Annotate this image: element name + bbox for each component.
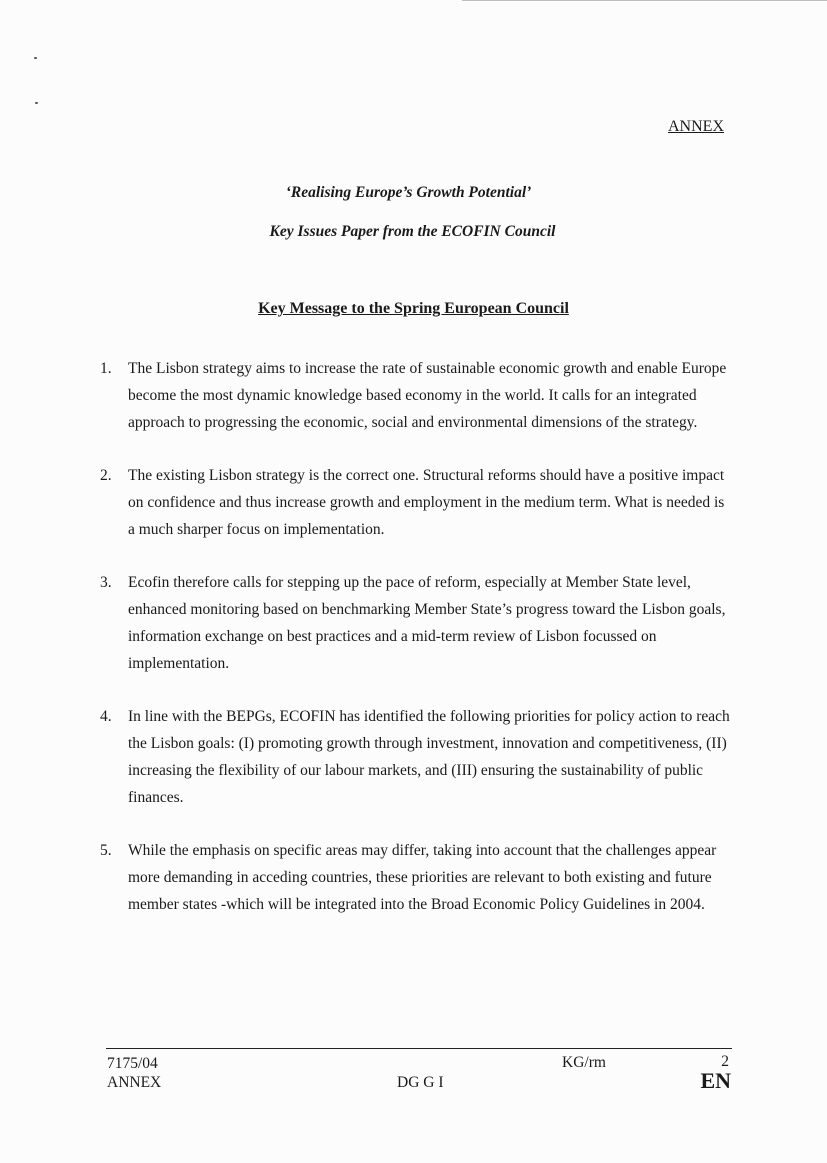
paragraph-item [100, 355, 732, 436]
section-heading: Key Message to the Spring European Council [258, 300, 569, 317]
scan-speck [34, 57, 37, 59]
paragraph-text: The Lisbon strategy aims to increase the rate of sustainable economic growth and enable Europe become the most dynamic knowledge based economy in the world. It calls for an integrated approach to progressing the economic, social and environmental dimensions of the strategy. [128, 360, 727, 431]
paragraph-item [100, 462, 732, 543]
paragraph-text: While the emphasis on specific areas may differ, taking into account that the challenges appear more demanding in acceding countries, these priorities are relevant to both existing and future member states -which will be integrated into the Broad Economic Policy Guidelines in 2004. [128, 842, 717, 913]
paragraph-text: The existing Lisbon strategy is the correct one. Structural reforms should have a positive impact on confidence and thus increase growth and employment in the medium term. What is needed is a much sharper focus on implementation. [128, 467, 725, 538]
paragraph-number: 5. [100, 842, 112, 859]
paragraph-number: 4. [100, 708, 112, 725]
paragraph-text: In line with the BEPGs, ECOFIN has identified the following priorities for policy action to reach the Lisbon goals: (I) promoting growth through investment, innovation and competitiveness, (II) increasing the flexibility of our labour markets, and (III) ensuring the sustainability of public finances. [128, 708, 730, 806]
paragraph-item [100, 703, 732, 811]
paragraph-text: Ecofin therefore calls for stepping up the pace of reform, especially at Member State level, enhanced monitoring based on benchmarking Member State’s progress toward the Lisbon goals, information exchange on best practices and a mid-term review of Lisbon focussed on implementation. [128, 574, 726, 672]
footer-document-number: 7175/04 [107, 1055, 158, 1072]
paragraph-number: 1. [100, 360, 112, 377]
footer-divider [106, 1048, 732, 1049]
paragraph-number: 3. [100, 574, 112, 591]
footer-annex-label: ANNEX [107, 1074, 162, 1091]
document-title: ‘Realising Europe’s Growth Potential’ [285, 184, 532, 201]
paragraph-number: 2. [100, 467, 112, 484]
footer-directorate: DG G I [397, 1074, 444, 1091]
document-subtitle: Key Issues Paper from the ECOFIN Council [269, 223, 556, 240]
paragraph-item [100, 837, 732, 918]
annex-label: ANNEX [668, 118, 724, 135]
footer-initials: KG/rm [562, 1054, 606, 1071]
scan-edge-line [462, 0, 827, 1]
scan-speck [35, 102, 38, 104]
footer-language-code: EN [700, 1068, 731, 1093]
paragraph-item [100, 569, 732, 677]
footer-page-number: 2 [721, 1053, 729, 1070]
numbered-paragraph-list [100, 355, 732, 944]
